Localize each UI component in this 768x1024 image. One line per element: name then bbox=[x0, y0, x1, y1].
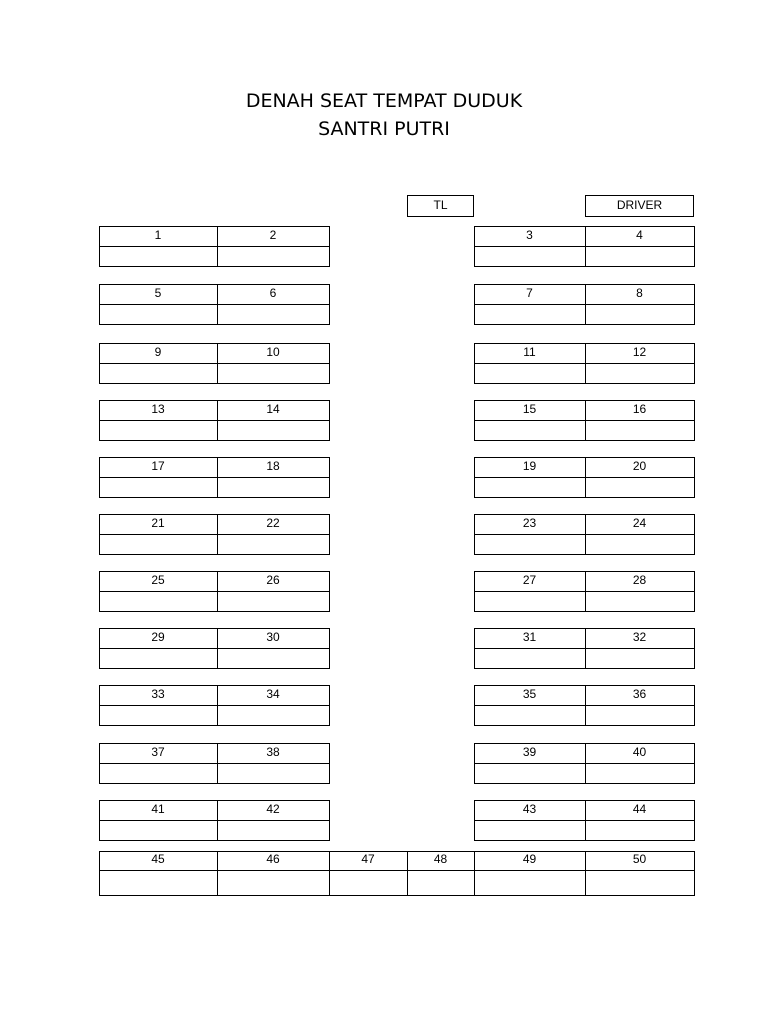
seat-name-cell[interactable] bbox=[99, 763, 217, 783]
seat-name-cell[interactable] bbox=[585, 591, 694, 611]
seat-number: 2 bbox=[269, 228, 277, 242]
seat-name-cell[interactable] bbox=[217, 477, 329, 497]
seat-number: 3 bbox=[526, 228, 533, 242]
seat-name-cell[interactable] bbox=[474, 870, 585, 895]
seat-number: 21 bbox=[151, 516, 165, 530]
seat-name-cell[interactable] bbox=[474, 705, 585, 725]
seat-name-cell[interactable] bbox=[474, 477, 585, 497]
seat-name-cell[interactable] bbox=[585, 820, 694, 840]
seat-number: 44 bbox=[632, 802, 647, 816]
seat-number: 36 bbox=[632, 687, 647, 701]
seat-number: 28 bbox=[632, 573, 647, 587]
seat-number: 22 bbox=[266, 516, 280, 530]
seat-number: 19 bbox=[522, 459, 537, 473]
seat-number: 23 bbox=[522, 516, 537, 530]
seat-number: 46 bbox=[266, 852, 280, 866]
seat-name-cell[interactable] bbox=[585, 534, 694, 554]
seat-number: 25 bbox=[151, 573, 165, 587]
seat-name-cell[interactable] bbox=[585, 705, 694, 725]
seat-name-cell[interactable] bbox=[585, 363, 694, 383]
seat-name-cell[interactable] bbox=[217, 534, 329, 554]
seat-number: 39 bbox=[522, 745, 537, 759]
seat-number: 31 bbox=[522, 630, 537, 644]
seat-number: 33 bbox=[151, 687, 165, 701]
seat-number: 15 bbox=[522, 402, 537, 416]
seat-name-cell[interactable] bbox=[585, 477, 694, 497]
seat-number: 16 bbox=[632, 402, 647, 416]
seat-number: 1 bbox=[154, 228, 162, 242]
seat-number: 7 bbox=[526, 286, 533, 300]
seat-name-cell[interactable] bbox=[217, 705, 329, 725]
seat-name-cell[interactable] bbox=[474, 534, 585, 554]
page-title: DENAH SEAT TEMPAT DUDUK bbox=[245, 90, 523, 112]
seat-number: 18 bbox=[266, 459, 280, 473]
seat-number: 29 bbox=[151, 630, 165, 644]
seat-number: 26 bbox=[266, 573, 280, 587]
seat-name-cell[interactable] bbox=[99, 246, 217, 266]
seat-number: 38 bbox=[266, 745, 280, 759]
seat-name-cell[interactable] bbox=[99, 363, 217, 383]
seat-name-cell[interactable] bbox=[99, 591, 217, 611]
seat-number: 11 bbox=[523, 345, 536, 359]
seat-number: 35 bbox=[522, 687, 537, 701]
seat-name-cell[interactable] bbox=[217, 763, 329, 783]
seat-name-cell[interactable] bbox=[217, 648, 329, 668]
seat-number: 47 bbox=[361, 852, 375, 866]
seat-number: 4 bbox=[636, 228, 643, 242]
seat-name-cell[interactable] bbox=[217, 246, 329, 266]
seat-number: 41 bbox=[151, 802, 165, 816]
seat-number: 27 bbox=[522, 573, 537, 587]
seat-number: 45 bbox=[151, 852, 165, 866]
seat-name-cell[interactable] bbox=[99, 304, 217, 324]
seat-name-cell[interactable] bbox=[99, 534, 217, 554]
seat-name-cell[interactable] bbox=[474, 820, 585, 840]
seat-name-cell[interactable] bbox=[217, 363, 329, 383]
seat-name-cell[interactable] bbox=[585, 870, 694, 895]
seat-name-cell[interactable] bbox=[99, 477, 217, 497]
seat-number: 10 bbox=[266, 345, 280, 359]
seat-number: 13 bbox=[151, 402, 165, 416]
seat-number: 49 bbox=[522, 852, 537, 866]
seat-name-cell[interactable] bbox=[585, 246, 694, 266]
seat-name-cell[interactable] bbox=[217, 420, 329, 440]
seat-number: 50 bbox=[632, 852, 647, 866]
seat-name-cell[interactable] bbox=[585, 420, 694, 440]
seat-name-cell[interactable] bbox=[99, 820, 217, 840]
seat-number: 48 bbox=[433, 852, 448, 866]
seat-name-cell[interactable] bbox=[474, 420, 585, 440]
seat-number: 42 bbox=[266, 802, 280, 816]
seat-number: 43 bbox=[522, 802, 537, 816]
seat-name-cell[interactable] bbox=[474, 648, 585, 668]
seat-name-cell[interactable] bbox=[407, 870, 474, 895]
seat-number: 24 bbox=[632, 516, 647, 530]
seat-name-cell[interactable] bbox=[474, 763, 585, 783]
seat-name-cell[interactable] bbox=[217, 820, 329, 840]
seat-name-cell[interactable] bbox=[474, 246, 585, 266]
seat-number: 30 bbox=[266, 630, 280, 644]
seat-number: 17 bbox=[151, 459, 165, 473]
seat-name-cell[interactable] bbox=[99, 870, 217, 895]
seat-number: 5 bbox=[154, 286, 162, 300]
seat-name-cell[interactable] bbox=[474, 363, 585, 383]
seat-name-cell[interactable] bbox=[474, 304, 585, 324]
seat-number: 6 bbox=[269, 286, 277, 300]
page-subtitle: SANTRI PUTRI bbox=[318, 118, 450, 140]
seat-name-cell[interactable] bbox=[99, 705, 217, 725]
seat-name-cell[interactable] bbox=[99, 648, 217, 668]
seat-number: 34 bbox=[266, 687, 280, 701]
seat-number: 32 bbox=[632, 630, 647, 644]
seat-number: 8 bbox=[636, 286, 643, 300]
seat-name-cell[interactable] bbox=[217, 304, 329, 324]
seat-number: 20 bbox=[632, 459, 647, 473]
seat-number: 14 bbox=[266, 402, 280, 416]
seat-name-cell[interactable] bbox=[217, 591, 329, 611]
seat-name-cell[interactable] bbox=[585, 304, 694, 324]
seat-name-cell[interactable] bbox=[474, 591, 585, 611]
driver-seat-label: DRIVER bbox=[585, 195, 694, 217]
seat-name-cell[interactable] bbox=[99, 420, 217, 440]
tl-seat-label: TL bbox=[407, 195, 474, 217]
seat-name-cell[interactable] bbox=[585, 648, 694, 668]
seat-number: 12 bbox=[632, 345, 647, 359]
seat-number: 37 bbox=[151, 745, 165, 759]
seat-name-cell[interactable] bbox=[585, 763, 694, 783]
seat-number: 40 bbox=[632, 745, 647, 759]
seat-name-cell[interactable] bbox=[217, 870, 329, 895]
seat-number: 9 bbox=[154, 345, 162, 359]
seat-name-cell[interactable] bbox=[329, 870, 407, 895]
